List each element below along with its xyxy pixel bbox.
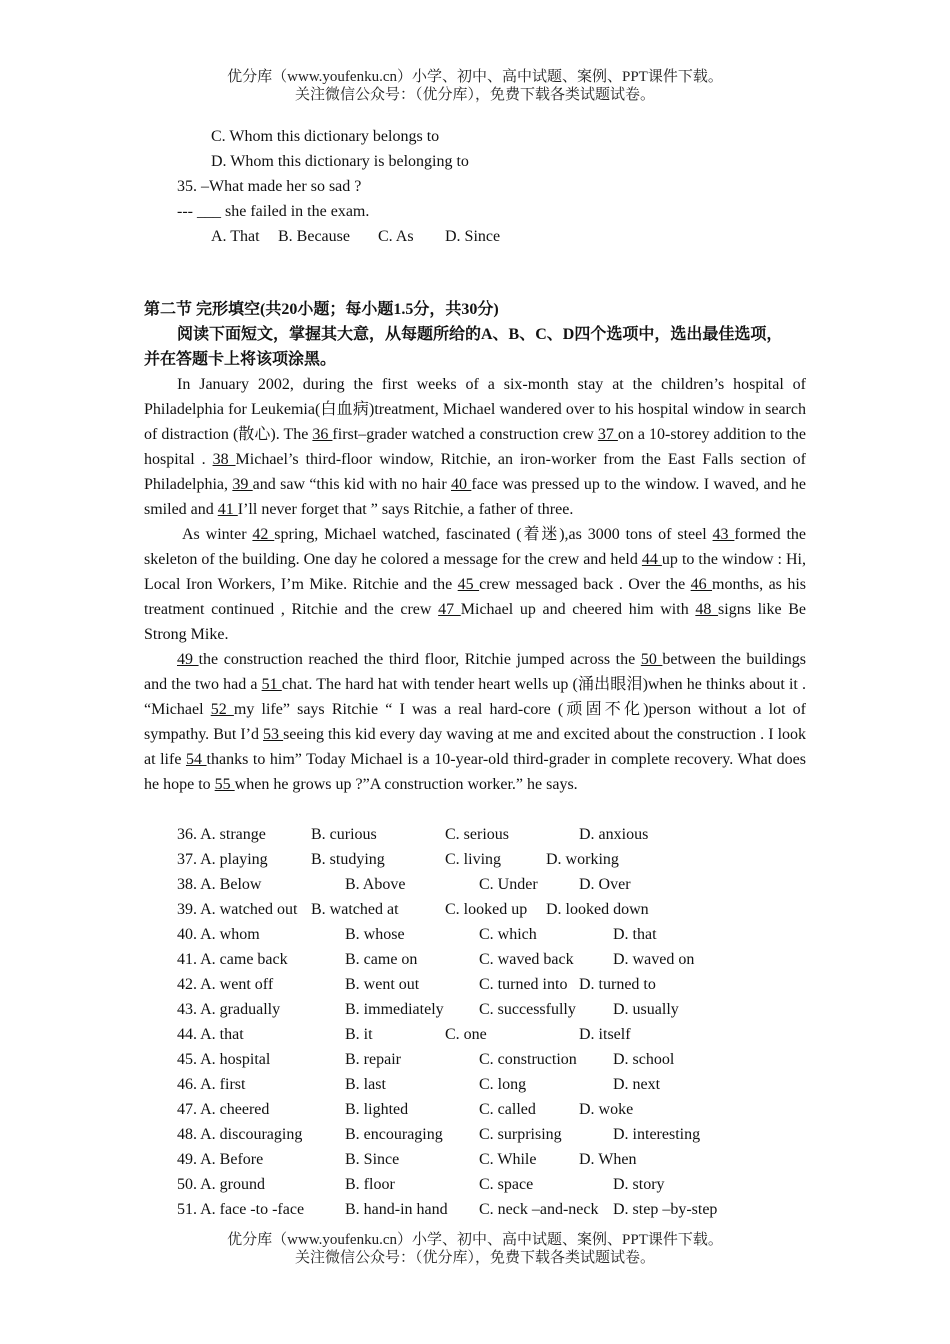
choices-list <box>0 822 950 1222</box>
passage-text: formed the skeleton of the building. One day he colored a message for the crew and held <box>144 526 807 568</box>
choice-option: D. school <box>613 1051 675 1068</box>
choice-option: C. waved back <box>479 951 574 968</box>
choice-option: C. surprising <box>479 1126 562 1143</box>
choice-option: D. looked down <box>546 901 649 918</box>
choice-row <box>0 847 950 872</box>
choice-row <box>0 922 950 947</box>
choice-option: C. turned into <box>479 976 568 993</box>
choice-option: B. Since <box>345 1151 400 1168</box>
blank-44: 44 <box>641 551 662 568</box>
choice-option: C. living <box>445 851 502 868</box>
choice-option: B. lighted <box>345 1101 409 1118</box>
choice-option: D. story <box>613 1176 665 1193</box>
choice-option: D. waved on <box>613 951 695 968</box>
choice-option: D. step –by-step <box>613 1201 718 1218</box>
choice-option: C. successfully <box>479 1001 576 1018</box>
choice-option: B. curious <box>311 826 377 843</box>
choice-option: C. called <box>479 1101 536 1118</box>
choice-option: B. it <box>345 1026 373 1043</box>
footer-line-2: 关注微信公众号：（优分库），免费下载各类试题试卷。 <box>294 1250 655 1266</box>
choice-option: C. construction <box>479 1051 577 1068</box>
choice-option: 36. A. strange <box>177 826 266 843</box>
passage-text: spring, Michael watched, fascinated (着迷),as 3000 tons of steel <box>274 526 713 543</box>
choice-option: B. hand-in hand <box>345 1201 448 1218</box>
choice-option: C. serious <box>445 826 509 843</box>
blank-52: 52 <box>210 701 234 718</box>
passage-text: the construction reached the third floor, Ritchie jumped across the <box>198 651 641 668</box>
choice-row <box>0 1122 950 1147</box>
blank-54: 54 <box>185 751 207 768</box>
blank-40: 40 <box>451 476 472 493</box>
choice-option: D. interesting <box>613 1126 701 1143</box>
choice-row <box>0 1022 950 1047</box>
choice-option: D. When <box>579 1151 637 1168</box>
cloze-passage <box>144 372 806 797</box>
blank-51: 51 <box>261 676 282 693</box>
page-footer <box>0 1231 950 1267</box>
choice-option: C. Under <box>479 876 538 893</box>
choice-option: 47. A. cheered <box>177 1101 270 1118</box>
choice-option: D. itself <box>579 1026 631 1043</box>
choice-option: B. repair <box>345 1051 401 1068</box>
choice-option: B. last <box>345 1076 386 1093</box>
choice-row <box>0 1072 950 1097</box>
choice-row <box>0 1097 950 1122</box>
choice-option: B. encouraging <box>345 1126 443 1143</box>
choice-option: D. working <box>546 851 619 868</box>
option-c-q34: C. Whom this dictionary belongs to <box>211 128 440 145</box>
choice-option: D. usually <box>613 1001 679 1018</box>
section-instructions-1: 阅读下面短文，掌握其大意，从每题所给的A、B、C、D四个选项中，选出最佳选项， <box>177 326 783 343</box>
choice-option: B. immediately <box>345 1001 444 1018</box>
choice-option: C. which <box>479 926 537 943</box>
passage-text: Michael up and cheered him with <box>460 601 696 618</box>
passage-text: face was pressed up to the window. I waved, and he smiled and <box>144 476 807 518</box>
q35-option-d: D. Since <box>445 228 501 245</box>
header-line-1: 优分库（www.youfenku.cn）小学、初中、高中试题、案例、PPT课件下载。 <box>227 69 723 85</box>
passage-text: when he grows up ?”A construction worker.” he says. <box>234 776 578 793</box>
option-d-q34: D. Whom this dictionary is belonging to <box>211 153 469 170</box>
choice-row <box>0 947 950 972</box>
blank-43: 43 <box>712 526 735 543</box>
choice-option: B. whose <box>345 926 405 943</box>
blank-42: 42 <box>252 526 275 543</box>
passage-text: As winter <box>182 526 253 543</box>
choice-option: B. came on <box>345 951 418 968</box>
passage-text: up to the window : Hi, Local Iron Workers, I’m Mike. Ritchie and the <box>144 551 807 593</box>
choice-option: 46. A. first <box>177 1076 246 1093</box>
passage-text: on a 10-storey addition to the hospital . <box>144 426 807 468</box>
page-header <box>0 68 950 104</box>
footer-line-1: 优分库（www.youfenku.cn）小学、初中、高中试题、案例、PPT课件下载。 <box>227 1232 723 1248</box>
passage-text: Michael’s third-floor window, Ritchie, an iron-worker from the East Falls section of Philadelphia, <box>144 451 807 493</box>
blank-50: 50 <box>640 651 663 668</box>
choice-row <box>0 1172 950 1197</box>
choice-option: D. Over <box>579 876 631 893</box>
passage-text: and saw “this kid with no hair <box>252 476 452 493</box>
question-35: 35. –What made her so sad ? <box>177 178 362 195</box>
header-line-2: 关注微信公众号：（优分库），免费下载各类试题试卷。 <box>294 87 655 103</box>
choice-option: C. While <box>479 1151 537 1168</box>
blank-55: 55 <box>214 776 235 793</box>
choice-option: 49. A. Before <box>177 1151 264 1168</box>
choice-option: D. anxious <box>579 826 649 843</box>
choice-option: 48. A. discouraging <box>177 1126 303 1143</box>
choice-option: D. next <box>613 1076 661 1093</box>
choice-option: 38. A. Below <box>177 876 262 893</box>
choice-option: C. space <box>479 1176 534 1193</box>
choice-row <box>0 1147 950 1172</box>
choice-option: 50. A. ground <box>177 1176 265 1193</box>
passage-paragraph-1 <box>144 372 806 522</box>
choice-option: C. neck –and-neck <box>479 1201 599 1218</box>
passage-text: my life” says Ritchie “ I was a real hard-core (顽固不化)person without a lot of sympathy. But I’d <box>144 701 807 743</box>
choice-row <box>0 872 950 897</box>
choice-option: D. that <box>613 926 657 943</box>
choice-option: 42. A. went off <box>177 976 274 993</box>
passage-text: months, as his treatment continued , Ritchie and the crew <box>144 576 806 618</box>
choice-row <box>0 1197 950 1222</box>
choice-row <box>0 897 950 922</box>
passage-text: crew messaged back . Over the <box>479 576 691 593</box>
passage-text: chat. The hard hat with tender heart wells up (涌出眼泪)when he thinks about it . “Michael <box>144 676 806 718</box>
choice-option: C. looked up <box>445 901 528 918</box>
choice-option: B. went out <box>345 976 420 993</box>
passage-text: thanks to him” Today Michael is a 10-year-old third-grader in complete recovery. What does he hope to <box>144 751 807 793</box>
blank-49: 49 <box>177 651 199 668</box>
choice-option: B. Above <box>345 876 406 893</box>
choice-option: C. long <box>479 1076 527 1093</box>
blank-48: 48 <box>695 601 719 618</box>
choice-option: B. watched at <box>311 901 399 918</box>
section-title: 第二节 完形填空(共20小题；每小题1.5分，共30分) <box>144 301 499 318</box>
q35-option-b: B. Because <box>278 228 350 245</box>
passage-text: In January 2002, during the first weeks of a six-month stay at the children’s hospital of Philadelphia for Leukemia(白血病)treatment, Michael wandered over to his hospital window in search of distraction (散心). The <box>144 376 806 443</box>
choice-option: 40. A. whom <box>177 926 260 943</box>
choice-option: 51. A. face -to -face <box>177 1201 305 1218</box>
blank-41: 41 <box>217 501 238 518</box>
q35-option-c: C. As <box>378 228 414 245</box>
passage-paragraph-3 <box>144 647 806 797</box>
q35-option-a: A. That <box>211 228 260 245</box>
passage-text: signs like Be Strong Mike. <box>144 601 807 643</box>
passage-text: first–grader watched a construction crew <box>332 426 598 443</box>
choice-row <box>0 822 950 847</box>
blank-45: 45 <box>457 576 480 593</box>
blank-47: 47 <box>438 601 461 618</box>
choice-option: B. studying <box>311 851 385 868</box>
passage-text: I’ll never forget that ” says Ritchie, a father of three. <box>237 501 574 518</box>
choice-option: C. one <box>445 1026 487 1043</box>
blank-53: 53 <box>263 726 284 743</box>
blank-36: 36 <box>312 426 333 443</box>
choice-option: 44. A. that <box>177 1026 244 1043</box>
choice-option: 43. A. gradually <box>177 1001 281 1018</box>
blank-46: 46 <box>690 576 713 593</box>
passage-paragraph-2 <box>144 522 806 647</box>
choice-option: D. woke <box>579 1101 634 1118</box>
choice-option: B. floor <box>345 1176 395 1193</box>
choice-option: 45. A. hospital <box>177 1051 271 1068</box>
choice-row <box>0 1047 950 1072</box>
choice-option: D. turned to <box>579 976 656 993</box>
section-instructions-2: 并在答题卡上将该项涂黑。 <box>144 351 337 368</box>
passage-text: seeing this kid every day waving at me and excited about the construction . I look at life <box>144 726 807 768</box>
blank-39: 39 <box>232 476 253 493</box>
passage-text: between the buildings and the two had a <box>144 651 806 693</box>
choice-option: 41. A. came back <box>177 951 288 968</box>
choice-option: 39. A. watched out <box>177 901 298 918</box>
choice-row <box>0 997 950 1022</box>
choice-row <box>0 972 950 997</box>
blank-37: 37 <box>597 426 618 443</box>
blank-38: 38 <box>212 451 236 468</box>
question-35-answer-line: --- ___ she failed in the exam. <box>177 203 370 220</box>
choice-option: 37. A. playing <box>177 851 268 868</box>
